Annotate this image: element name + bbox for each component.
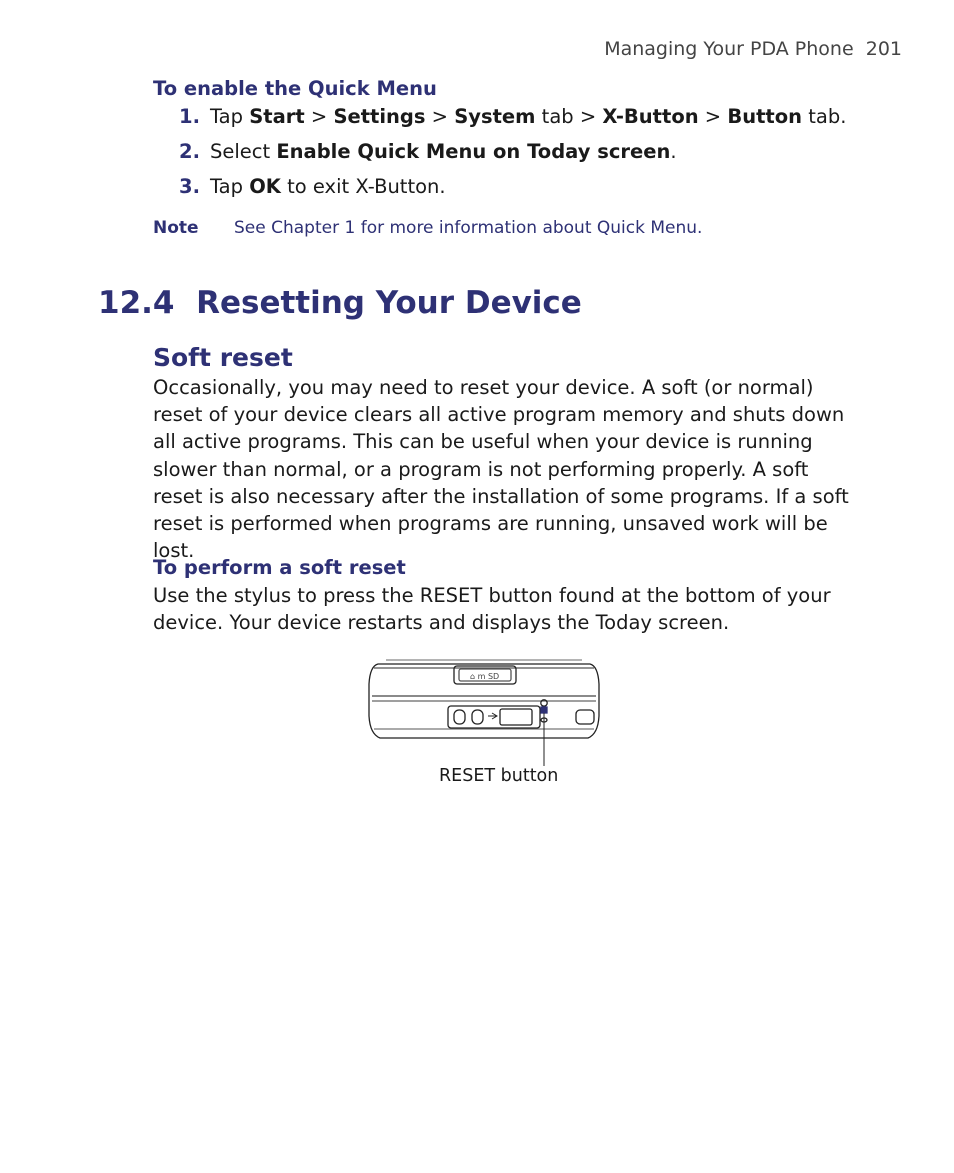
step-ui-term: Start [249, 105, 305, 128]
figure-caption: RESET button [439, 766, 559, 786]
note-text: See Chapter 1 for more information about Quick Menu. [234, 218, 703, 238]
step-number: 1. [179, 105, 200, 128]
step-text: Tap [210, 105, 250, 128]
note-label: Note [153, 218, 199, 238]
step-ui-term: X-Button [602, 105, 699, 128]
step-text: . [670, 140, 677, 163]
step-ui-term: System [454, 105, 536, 128]
subsection-heading: Soft reset [153, 343, 293, 372]
step-ui-term: Settings [333, 105, 426, 128]
step-1 [153, 105, 846, 128]
device-bottom-illustration [366, 656, 606, 770]
svg-text:⌂ m SD: ⌂ m SD [470, 672, 500, 681]
step-text: > [698, 105, 728, 128]
step-text: > [304, 105, 334, 128]
step-number: 2. [179, 140, 200, 163]
soft-reset-procedure-title: To perform a soft reset [153, 556, 406, 579]
running-header [604, 38, 902, 60]
soft-reset-procedure-text: Use the stylus to press the RESET button found at the bottom of your device. Your device restarts and displays the Today screen. [153, 584, 831, 635]
page-number: 201 [865, 38, 902, 60]
step-3 [153, 175, 446, 198]
step-number: 3. [179, 175, 200, 198]
running-title: Managing Your PDA Phone [604, 38, 854, 60]
step-text: tab. [802, 105, 847, 128]
section-number: 12.4 [98, 285, 175, 321]
step-text: > [425, 105, 455, 128]
step-ui-term: Button [727, 105, 803, 128]
section-heading [98, 285, 582, 321]
step-2 [153, 140, 677, 163]
step-text: to exit X-Button. [280, 175, 446, 198]
step-ui-term: Enable Quick Menu on Today screen [276, 140, 671, 163]
step-text: Tap [210, 175, 250, 198]
step-ui-term: OK [249, 175, 281, 198]
step-text: tab > [535, 105, 603, 128]
quick-menu-procedure-title: To enable the Quick Menu [153, 77, 437, 100]
soft-reset-paragraph: Occasionally, you may need to reset your device. A soft (or normal) reset of your device clears all active program memory and shuts down all active programs. This can be useful when your device is running slower than normal, or a program is not performing properly. A soft reset is also necessary after the installation of some programs. If a soft reset is performed when programs are running, unsaved work will be lost. [153, 376, 849, 563]
step-text: Select [210, 140, 277, 163]
section-title: Resetting Your Device [196, 285, 582, 321]
